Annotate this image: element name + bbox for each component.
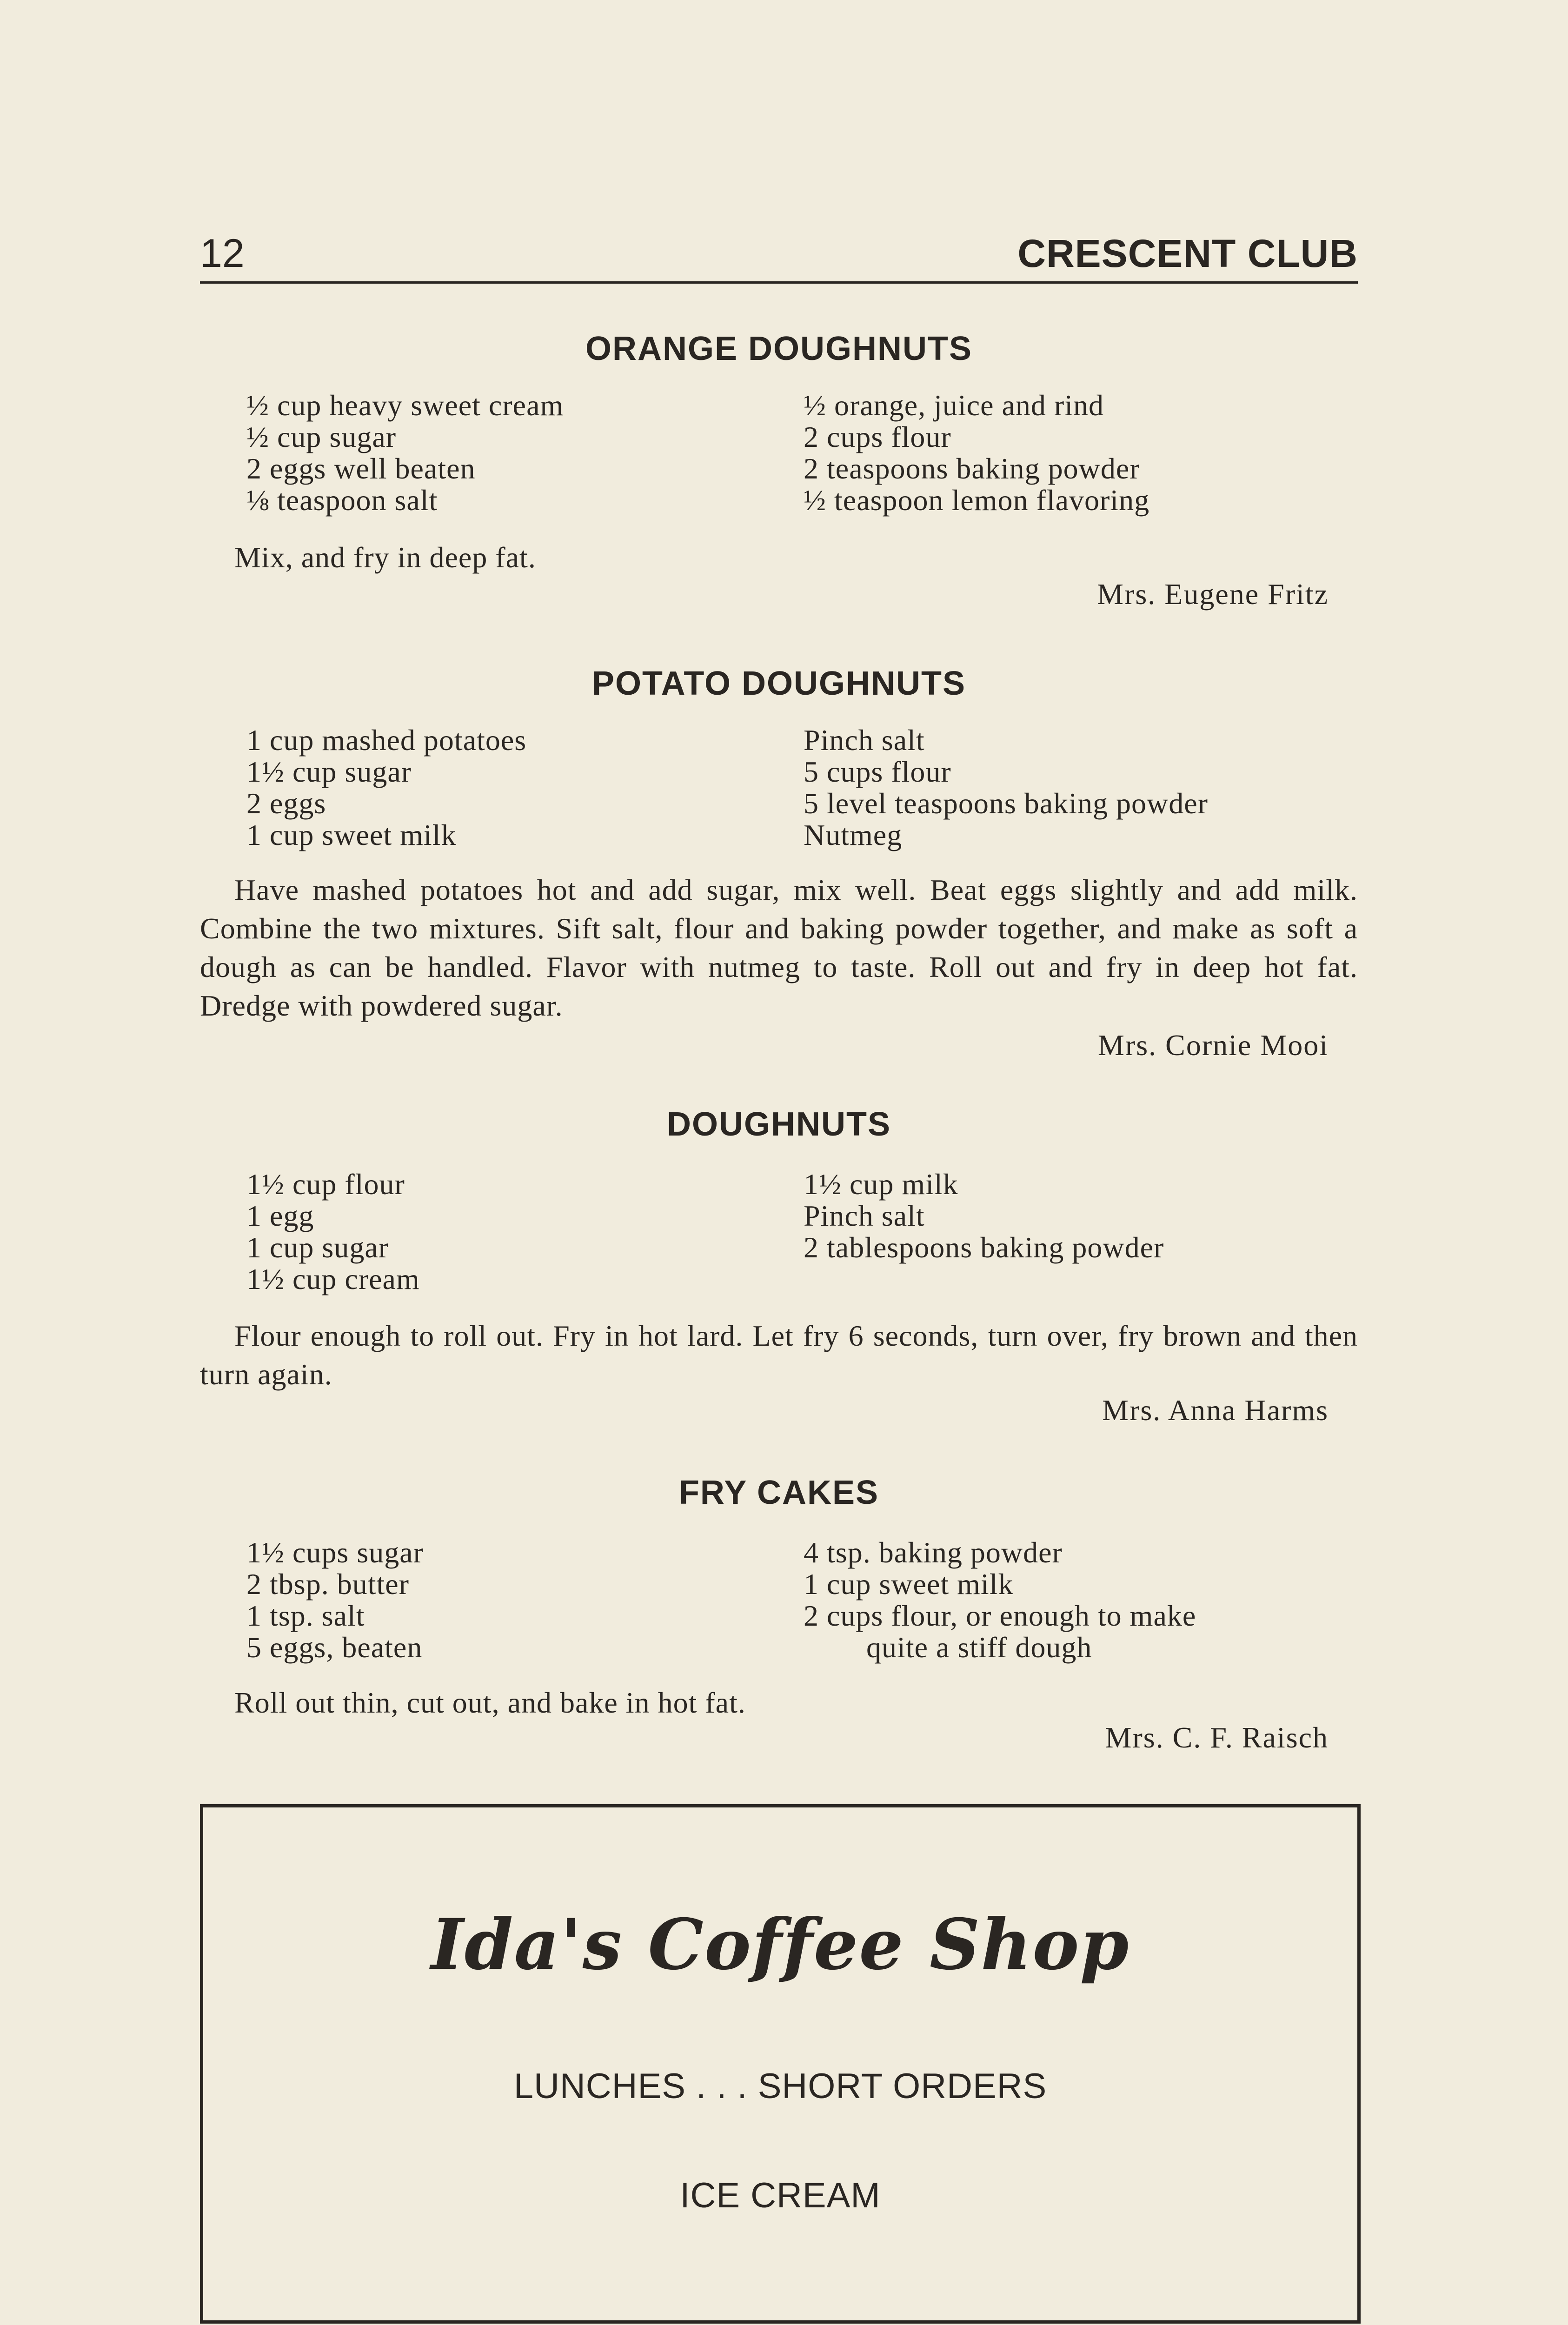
- ingredient: quite a stiff dough: [866, 1631, 1092, 1664]
- ingredients-left-doughnuts: [246, 1169, 420, 1295]
- advertisement-box: [200, 1804, 1361, 2324]
- ingredient: 1 cup sweet milk: [804, 1568, 1014, 1601]
- ingredient: ½ cup heavy sweet cream: [246, 389, 564, 422]
- directions-fry-cakes: Roll out thin, cut out, and bake in hot fat.: [234, 1686, 746, 1719]
- ingredient: 2 cups flour: [804, 420, 951, 453]
- directions-orange-doughnuts: Mix, and fry in deep fat.: [234, 541, 536, 574]
- ingredient: 5 level teaspoons baking powder: [804, 787, 1208, 820]
- ingredient: 4 tsp. baking powder: [804, 1536, 1063, 1569]
- ingredients-right-doughnuts: [804, 1169, 1164, 1263]
- ingredient: 2 eggs well beaten: [246, 452, 476, 485]
- page-number: 12: [200, 231, 245, 276]
- ingredients-left-orange-doughnuts: [246, 390, 564, 516]
- ingredient: 1 cup sweet milk: [246, 818, 457, 851]
- ingredient: 1½ cup sugar: [246, 755, 412, 788]
- ingredient: 2 tablespoons baking powder: [804, 1231, 1164, 1264]
- ingredient: 1½ cup cream: [246, 1262, 420, 1295]
- ad-business-name: Ida's Coffee Shop: [431, 1904, 1130, 1986]
- ingredient: 2 cups flour, or enough to make: [804, 1599, 1196, 1632]
- ingredient: 2 teaspoons baking powder: [804, 452, 1140, 485]
- ingredient: 1 cup mashed potatoes: [246, 724, 527, 757]
- ingredient: Pinch salt: [804, 1199, 925, 1232]
- ingredient: 1 egg: [246, 1199, 314, 1232]
- ingredients-left-potato-doughnuts: [246, 724, 526, 851]
- ingredient: 1½ cups sugar: [246, 1536, 424, 1569]
- ingredient: Pinch salt: [804, 724, 925, 757]
- ingredients-right-orange-doughnuts: [804, 390, 1149, 516]
- ingredient: 5 cups flour: [804, 755, 951, 788]
- author-orange-doughnuts: Mrs. Eugene Fritz: [1097, 578, 1329, 611]
- page-header: [200, 230, 1358, 284]
- ingredients-right-fry-cakes: [804, 1537, 1196, 1663]
- recipe-title-doughnuts: DOUGHNUTS: [667, 1106, 891, 1143]
- ingredient: 2 eggs: [246, 787, 326, 820]
- directions-doughnuts: Flour enough to roll out. Fry in hot lard. Let fry 6 seconds, turn over, fry brown and then turn again.: [200, 1319, 1358, 1391]
- ad-line-ice-cream: ICE CREAM: [680, 2176, 881, 2215]
- recipe-title-potato-doughnuts: POTATO DOUGHNUTS: [592, 665, 966, 702]
- recipe-title-orange-doughnuts: ORANGE DOUGHNUTS: [585, 330, 972, 367]
- directions-potato-doughnuts: Have mashed potatoes hot and add sugar, mix well. Beat eggs slightly and add milk. Combine the two mixtures. Sift salt, flour and baking powder together, and make as soft a dough as can be handled. Flavor with nutmeg to taste. Roll out and fry in deep hot fat. Dredge with powdered sugar.: [200, 873, 1358, 1022]
- author-potato-doughnuts: Mrs. Cornie Mooi: [1098, 1029, 1329, 1062]
- author-doughnuts: Mrs. Anna Harms: [1102, 1394, 1329, 1427]
- ingredient: ⅛ teaspoon salt: [246, 484, 438, 517]
- ingredient: 1½ cup flour: [246, 1168, 405, 1201]
- ingredients-right-potato-doughnuts: [804, 724, 1208, 851]
- ingredients-left-fry-cakes: [246, 1537, 424, 1663]
- ingredient: ½ teaspoon lemon flavoring: [804, 484, 1150, 517]
- club-name: CRESCENT CLUB: [1017, 232, 1358, 275]
- ingredient: 1½ cup milk: [804, 1168, 958, 1201]
- ingredient: Nutmeg: [804, 818, 903, 851]
- ingredient: 5 eggs, beaten: [246, 1631, 423, 1664]
- ingredient: ½ cup sugar: [246, 420, 397, 453]
- ingredient: 1 tsp. salt: [246, 1599, 365, 1632]
- ingredient: 1 cup sugar: [246, 1231, 389, 1264]
- author-fry-cakes: Mrs. C. F. Raisch: [1105, 1721, 1329, 1754]
- ingredient: ½ orange, juice and rind: [804, 389, 1104, 422]
- ingredient: 2 tbsp. butter: [246, 1568, 409, 1601]
- recipe-title-fry-cakes: FRY CAKES: [678, 1474, 879, 1511]
- ad-line-lunches: LUNCHES . . . SHORT ORDERS: [513, 2066, 1047, 2106]
